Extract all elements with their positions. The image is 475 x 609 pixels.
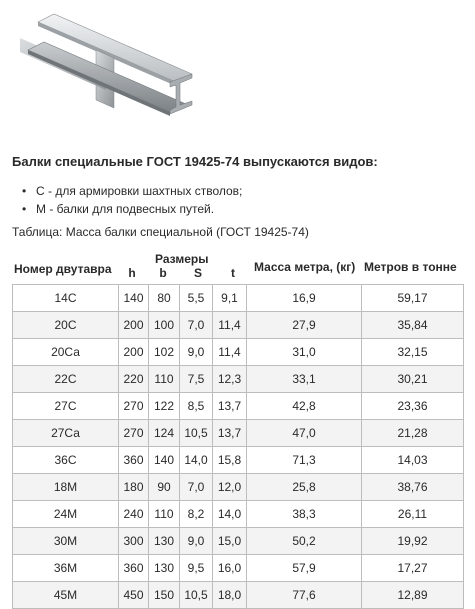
cell-h: 220 bbox=[119, 366, 149, 393]
table-row bbox=[13, 366, 464, 393]
cell-h: 180 bbox=[119, 474, 149, 501]
table-row bbox=[13, 285, 464, 312]
cell-meters: 23,36 bbox=[362, 393, 464, 420]
cell-meters: 12,89 bbox=[362, 582, 464, 609]
header-b: b bbox=[159, 266, 167, 280]
cell-meters: 14,03 bbox=[362, 447, 464, 474]
cell-b: 110 bbox=[149, 366, 180, 393]
header-meters: Метров в тонне bbox=[364, 260, 457, 274]
steel-beam-image bbox=[10, 4, 195, 122]
cell-s: 7,0 bbox=[180, 474, 213, 501]
cell-h: 200 bbox=[119, 312, 149, 339]
cell-t: 12,3 bbox=[213, 366, 247, 393]
cell-mass: 71,3 bbox=[247, 447, 362, 474]
cell-mass: 33,1 bbox=[247, 366, 362, 393]
bullet-icon: • bbox=[22, 202, 27, 216]
cell-b: 130 bbox=[149, 528, 180, 555]
cell-t: 13,7 bbox=[213, 420, 247, 447]
cell-mass: 16,9 bbox=[247, 285, 362, 312]
cell-name: 45М bbox=[13, 582, 119, 609]
cell-s: 14,0 bbox=[180, 447, 213, 474]
list-item-text: С - для армировки шахтных стволов; bbox=[36, 184, 243, 198]
cell-name: 18М bbox=[13, 474, 119, 501]
cell-h: 270 bbox=[119, 393, 149, 420]
cell-b: 140 bbox=[149, 447, 180, 474]
cell-h: 300 bbox=[119, 528, 149, 555]
cell-h: 140 bbox=[119, 285, 149, 312]
cell-s: 10,5 bbox=[180, 582, 213, 609]
cell-meters: 38,76 bbox=[362, 474, 464, 501]
cell-meters: 59,17 bbox=[362, 285, 464, 312]
cell-t: 9,1 bbox=[213, 285, 247, 312]
cell-t: 15,8 bbox=[213, 447, 247, 474]
cell-mass: 77,6 bbox=[247, 582, 362, 609]
cell-b: 102 bbox=[149, 339, 180, 366]
cell-name: 27С bbox=[13, 393, 119, 420]
cell-t: 12,0 bbox=[213, 474, 247, 501]
cell-b: 90 bbox=[149, 474, 180, 501]
cell-mass: 57,9 bbox=[247, 555, 362, 582]
cell-t: 11,4 bbox=[213, 339, 247, 366]
cell-name: 24М bbox=[13, 501, 119, 528]
cell-s: 9,5 bbox=[180, 555, 213, 582]
cell-s: 8,2 bbox=[180, 501, 213, 528]
cell-h: 270 bbox=[119, 420, 149, 447]
cell-t: 14,0 bbox=[213, 501, 247, 528]
header-h: h bbox=[128, 266, 136, 280]
cell-name: 27Са bbox=[13, 420, 119, 447]
cell-h: 240 bbox=[119, 501, 149, 528]
cell-meters: 21,28 bbox=[362, 420, 464, 447]
cell-s: 7,0 bbox=[180, 312, 213, 339]
list-item-text: М - балки для подвесных путей. bbox=[36, 202, 215, 216]
header-mass: Масса метра, (кг) bbox=[254, 260, 356, 274]
cell-s: 9,0 bbox=[180, 339, 213, 366]
header-s: S bbox=[193, 266, 202, 280]
cell-meters: 32,15 bbox=[362, 339, 464, 366]
list-item bbox=[22, 200, 242, 218]
table-caption: Таблица: Масса балки специальной (ГОСТ 19425-74) bbox=[12, 225, 309, 239]
cell-mass: 47,0 bbox=[247, 420, 362, 447]
cell-t: 13,7 bbox=[213, 393, 247, 420]
table-row bbox=[13, 582, 464, 609]
cell-t: 15,0 bbox=[213, 528, 247, 555]
cell-s: 9,0 bbox=[180, 528, 213, 555]
cell-mass: 27,9 bbox=[247, 312, 362, 339]
table-row bbox=[13, 474, 464, 501]
bullet-icon: • bbox=[22, 184, 27, 198]
table-row bbox=[13, 528, 464, 555]
header-sizes: Размеры bbox=[155, 252, 209, 266]
cell-mass: 38,3 bbox=[247, 501, 362, 528]
table-row bbox=[13, 447, 464, 474]
cell-mass: 31,0 bbox=[247, 339, 362, 366]
table-row bbox=[13, 420, 464, 447]
section-heading: Балки специальные ГОСТ 19425-74 выпускаются видов: bbox=[12, 154, 378, 169]
cell-h: 200 bbox=[119, 339, 149, 366]
cell-name: 20С bbox=[13, 312, 119, 339]
cell-meters: 35,84 bbox=[362, 312, 464, 339]
cell-meters: 19,92 bbox=[362, 528, 464, 555]
cell-name: 20Са bbox=[13, 339, 119, 366]
cell-mass: 25,8 bbox=[247, 474, 362, 501]
cell-b: 100 bbox=[149, 312, 180, 339]
cell-s: 10,5 bbox=[180, 420, 213, 447]
cell-b: 122 bbox=[149, 393, 180, 420]
header-t: t bbox=[231, 266, 235, 280]
cell-name: 36М bbox=[13, 555, 119, 582]
cell-meters: 30,21 bbox=[362, 366, 464, 393]
cell-t: 16,0 bbox=[213, 555, 247, 582]
table-row bbox=[13, 312, 464, 339]
table-row bbox=[13, 501, 464, 528]
header-number: Номер двутавра bbox=[14, 262, 112, 276]
cell-b: 130 bbox=[149, 555, 180, 582]
cell-b: 150 bbox=[149, 582, 180, 609]
cell-name: 22С bbox=[13, 366, 119, 393]
cell-h: 450 bbox=[119, 582, 149, 609]
beam-types-list bbox=[22, 182, 242, 218]
cell-s: 7,5 bbox=[180, 366, 213, 393]
table-row bbox=[13, 339, 464, 366]
cell-mass: 50,2 bbox=[247, 528, 362, 555]
cell-name: 14С bbox=[13, 285, 119, 312]
cell-meters: 17,27 bbox=[362, 555, 464, 582]
cell-s: 8,5 bbox=[180, 393, 213, 420]
cell-name: 36С bbox=[13, 447, 119, 474]
cell-b: 110 bbox=[149, 501, 180, 528]
cell-s: 5,5 bbox=[180, 285, 213, 312]
cell-t: 11,4 bbox=[213, 312, 247, 339]
cell-t: 18,0 bbox=[213, 582, 247, 609]
cell-mass: 42,8 bbox=[247, 393, 362, 420]
list-item bbox=[22, 182, 242, 200]
cell-name: 30М bbox=[13, 528, 119, 555]
table-row bbox=[13, 555, 464, 582]
cell-meters: 26,11 bbox=[362, 501, 464, 528]
cell-h: 360 bbox=[119, 447, 149, 474]
cell-b: 124 bbox=[149, 420, 180, 447]
table-row bbox=[13, 393, 464, 420]
cell-b: 80 bbox=[149, 285, 180, 312]
cell-h: 360 bbox=[119, 555, 149, 582]
beam-mass-table bbox=[12, 284, 464, 609]
